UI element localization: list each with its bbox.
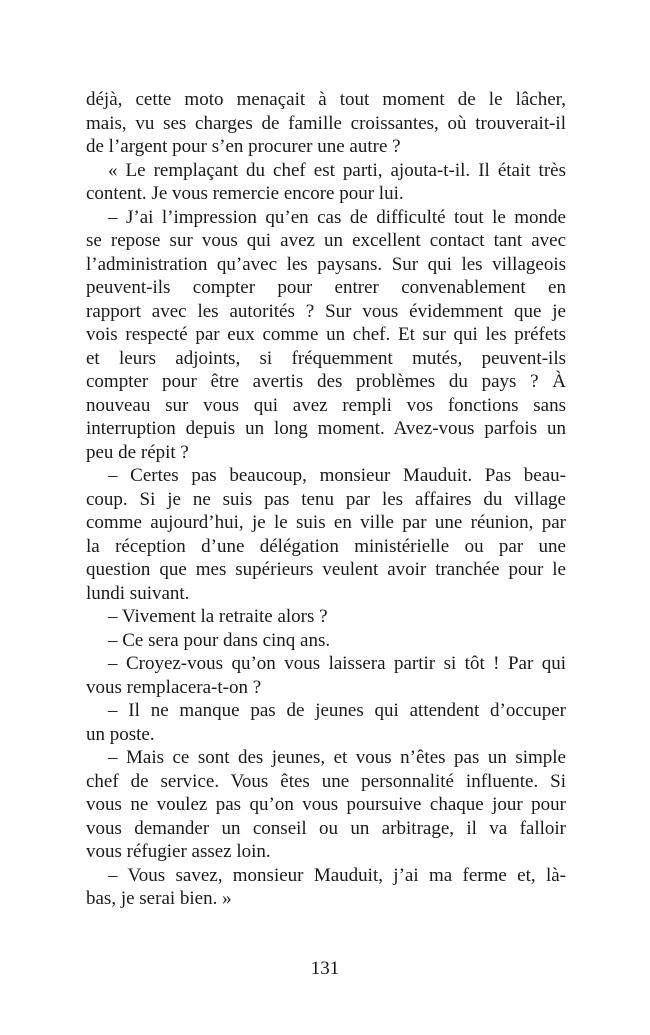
paragraph — [86, 864, 566, 911]
paragraph — [86, 206, 566, 465]
text-line: vous ne voulez pas qu’on vous poursuive chaque jour pour — [86, 794, 566, 815]
text-line: – Croyez-vous qu’on vous laissera partir si tôt ! Par qui — [108, 653, 566, 674]
page-body — [86, 88, 566, 911]
text-line: peuvent-ils compter pour entrer convenablement en — [86, 277, 566, 298]
text-line: vous remplacera-t-on ? — [86, 676, 262, 698]
text-line: comme aujourd’hui, je le suis en ville par une réunion, par — [86, 512, 566, 533]
text-line: – Ce sera pour dans cinq ans. — [108, 629, 331, 651]
paragraph — [86, 88, 566, 159]
paragraph — [86, 699, 566, 746]
text-line: « Le remplaçant du chef est parti, ajouta-t-il. Il était très — [108, 159, 566, 181]
paragraph — [86, 159, 566, 206]
text-line: déjà, cette moto menaçait à tout moment de le lâcher, — [86, 89, 566, 110]
text-line: vous demander un conseil ou un arbitrage, il va falloir — [86, 817, 566, 839]
text-line: un poste. — [86, 723, 155, 745]
paragraph — [86, 652, 566, 699]
text-line: – Vous savez, monsieur Mauduit, j’ai ma ferme et, là- — [108, 864, 566, 886]
text-line: rapport avec les autorités ? Sur vous évidemment que je — [86, 300, 566, 322]
text-line: se repose sur vous qui avez un excellent contact tant avec — [86, 230, 566, 251]
paragraph — [86, 746, 566, 864]
text-line: la réception d’une délégation ministérielle ou par une — [86, 535, 566, 557]
text-line: mais, vu ses charges de famille croissantes, où trouverait-il — [86, 112, 566, 134]
text-line: compter pour être avertis des problèmes du pays ? À — [86, 371, 566, 392]
text-line: interruption depuis un long moment. Avez-vous parfois un — [86, 418, 566, 439]
text-line: – Vivement la retraite alors ? — [108, 606, 328, 627]
text-line: – Mais ce sont des jeunes, et vous n’êtes pas un simple — [108, 747, 566, 768]
text-line: coup. Si je ne suis pas tenu par les affaires du village — [86, 488, 566, 510]
text-line: content. Je vous remercie encore pour lui. — [86, 183, 404, 204]
text-line: l’administration qu’avec les paysans. Sur qui les villageois — [86, 253, 566, 275]
text-line: question que mes supérieurs veulent avoir tranchée pour le — [86, 559, 566, 580]
paragraph — [86, 629, 566, 653]
paragraph — [86, 605, 566, 629]
text-line: lundi suivant. — [86, 582, 190, 604]
paragraph — [86, 464, 566, 605]
text-line: vois respecté par eux comme un chef. Et sur qui les préfets — [86, 324, 566, 345]
text-line: de l’argent pour s’en procurer une autre ? — [86, 136, 401, 157]
page-number: 131 — [310, 958, 340, 979]
text-line: nouveau sur vous qui avez rempli vos fonctions sans — [86, 394, 566, 416]
text-line: bas, je serai bien. » — [86, 888, 232, 909]
text-line: et leurs adjoints, si fréquemment mutés, peuvent-ils — [86, 347, 566, 369]
text-line: – Certes pas beaucoup, monsieur Mauduit. Pas beau- — [108, 465, 566, 486]
text-line: – J’ai l’impression qu’en cas de difficulté tout le monde — [108, 206, 566, 228]
text-line: peu de répit ? — [86, 441, 189, 463]
text-line: chef de service. Vous êtes une personnalité influente. Si — [86, 770, 566, 792]
text-line: vous réfugier assez loin. — [86, 841, 271, 862]
text-line: – Il ne manque pas de jeunes qui attendent d’occuper — [108, 700, 566, 721]
